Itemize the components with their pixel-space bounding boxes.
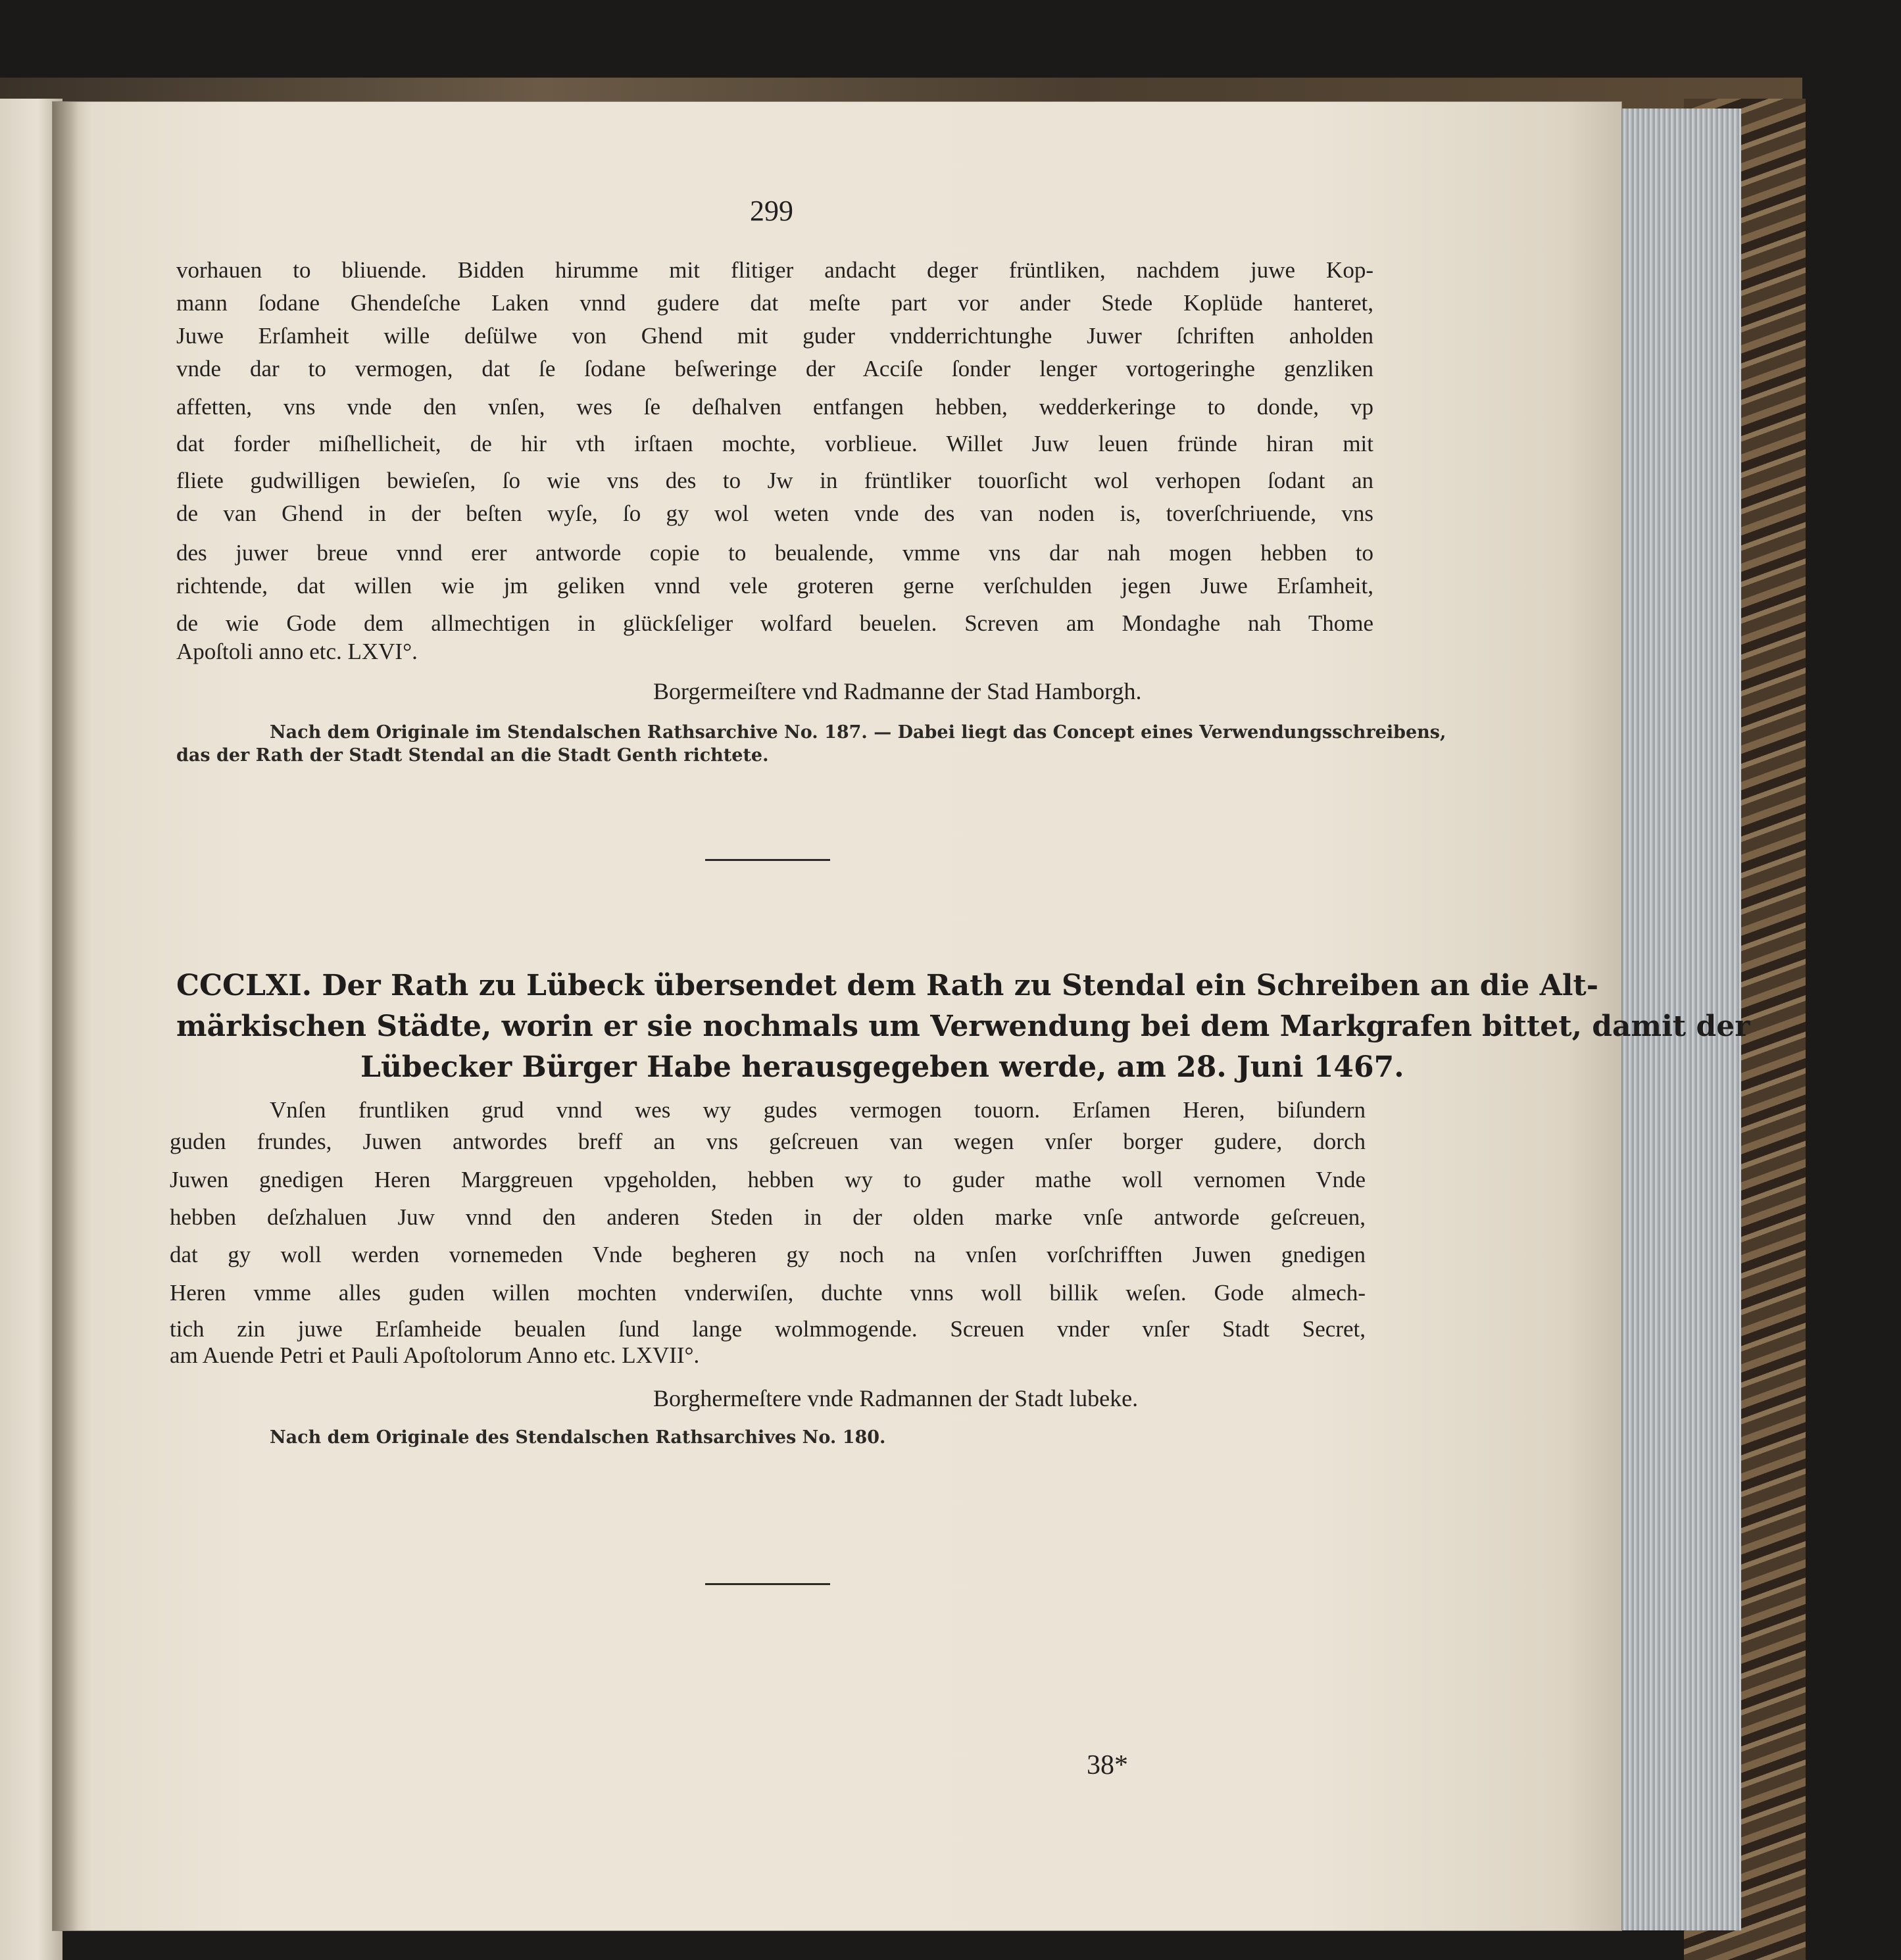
binding-shadow bbox=[53, 102, 79, 1930]
source-note-1b: das der Rath der Stadt Stendal an die Stadt Genth richtete. bbox=[176, 745, 769, 766]
text-line: am Auende Petri et Pauli Apoſtolorum Anno etc. LXVII°. bbox=[170, 1342, 700, 1368]
text-line: vnde dar to vermogen, dat ſe ſodane beſweringe der Acciſe ſonder lenger vortogeringhe genzliken bbox=[176, 356, 1373, 381]
signature-mark: 38* bbox=[1087, 1750, 1128, 1780]
section-divider bbox=[705, 1583, 830, 1585]
text-line: richtende, dat willen wie jm geliken vnnd vele groteren gerne verſchulden jegen Juwe Erſamheit, bbox=[176, 573, 1373, 599]
text-line: dat forder miſhellicheit, de hir vth irſtaen mochte, vorblieue. Willet Juw leuen fründe hiran mit bbox=[176, 431, 1373, 456]
document-heading-line-1: CCCLXI. Der Rath zu Lübeck übersendet dem Rath zu Stendal ein Schreiben an die Alt- bbox=[176, 969, 1599, 1002]
text-line: de wie Gode dem allmechtigen in glückſeliger wolfard beuelen. Screven am Mondaghe nah Thome bbox=[176, 610, 1373, 636]
text-line: vorhauen to bliuende. Bidden hirumme mit flitiger andacht deger früntliken, nachdem juwe Kop- bbox=[176, 257, 1373, 283]
section-divider bbox=[705, 859, 830, 861]
text-line: dat gy woll werden vornemeden Vnde begheren gy noch na vnſen vorſchrifften Juwen gnedigen bbox=[170, 1242, 1366, 1267]
signature-luebeck: Borghermeſtere vnde Radmannen der Stadt lubeke. bbox=[653, 1385, 1139, 1411]
text-line: affetten, vns vnde den vnſen, wes ſe deſhalven entfangen hebben, wedderkeringe to donde, vp bbox=[176, 394, 1373, 420]
text-line: de van Ghend in der beſten wyſe, ſo gy wol weten vnde des van noden is, toverſchriuende, vns bbox=[176, 501, 1373, 526]
source-note-2: Nach dem Originale des Stendalschen Rathsarchives No. 180. bbox=[270, 1427, 886, 1448]
text-line: guden frundes, Juwen antwordes breff an vns geſcreuen van wegen vnſer borger gudere, dorch bbox=[170, 1129, 1366, 1154]
signature-hamburg: Borgermeiſtere vnd Radmanne der Stad Hamborgh. bbox=[653, 678, 1142, 704]
text-line: Apoſtoli anno etc. LXVI°. bbox=[176, 639, 418, 664]
text-line: Heren vmme alles guden willen mochten vnderwiſen, duchte vnns woll billik weſen. Gode almech- bbox=[170, 1280, 1366, 1306]
text-line: tich zin juwe Erſamheide beualen ſund lange wolmmogende. Screuen vnder vnſer Stadt Secret, bbox=[170, 1316, 1366, 1342]
text-line: fliete gudwilligen bewieſen, ſo wie vns des to Jw in früntliker touorſicht wol verhopen ſodant an bbox=[176, 468, 1373, 493]
document-heading-line-2: märkischen Städte, worin er sie nochmals um Verwendung bei dem Markgrafen bittet, damit der bbox=[176, 1010, 1750, 1043]
text-line: mann ſodane Ghendeſche Laken vnnd gudere dat meſte part vor ander Stede Koplüde hanteret, bbox=[176, 290, 1373, 316]
text-line: Juwe Erſamheit wille deſülwe von Ghend mit guder vndderrichtunghe Juwer ſchriften anholden bbox=[176, 323, 1373, 349]
page-number: 299 bbox=[750, 195, 793, 227]
source-note-1a: Nach dem Originale im Stendalschen Rathsarchive No. 187. — Dabei liegt das Concept eines Verwendungsschreibens, bbox=[270, 722, 1446, 743]
text-line: Juwen gnedigen Heren Marggreuen vpgeholden, hebben wy to guder mathe woll vernomen Vnde bbox=[170, 1167, 1366, 1192]
text-line: des juwer breue vnnd erer antworde copie to beualende, vmme vns dar nah mogen hebben to bbox=[176, 540, 1373, 566]
document-heading-line-3: Lübecker Bürger Habe herausgegeben werde, am 28. Juni 1467. bbox=[360, 1050, 1404, 1084]
text-line: Vnſen fruntliken grud vnnd wes wy gudes vermogen touorn. Erſamen Heren, biſundern bbox=[270, 1097, 1366, 1123]
text-line: hebben deſzhaluen Juw vnnd den anderen Steden in der olden marke vnſe antworde geſcreuen, bbox=[170, 1204, 1366, 1230]
